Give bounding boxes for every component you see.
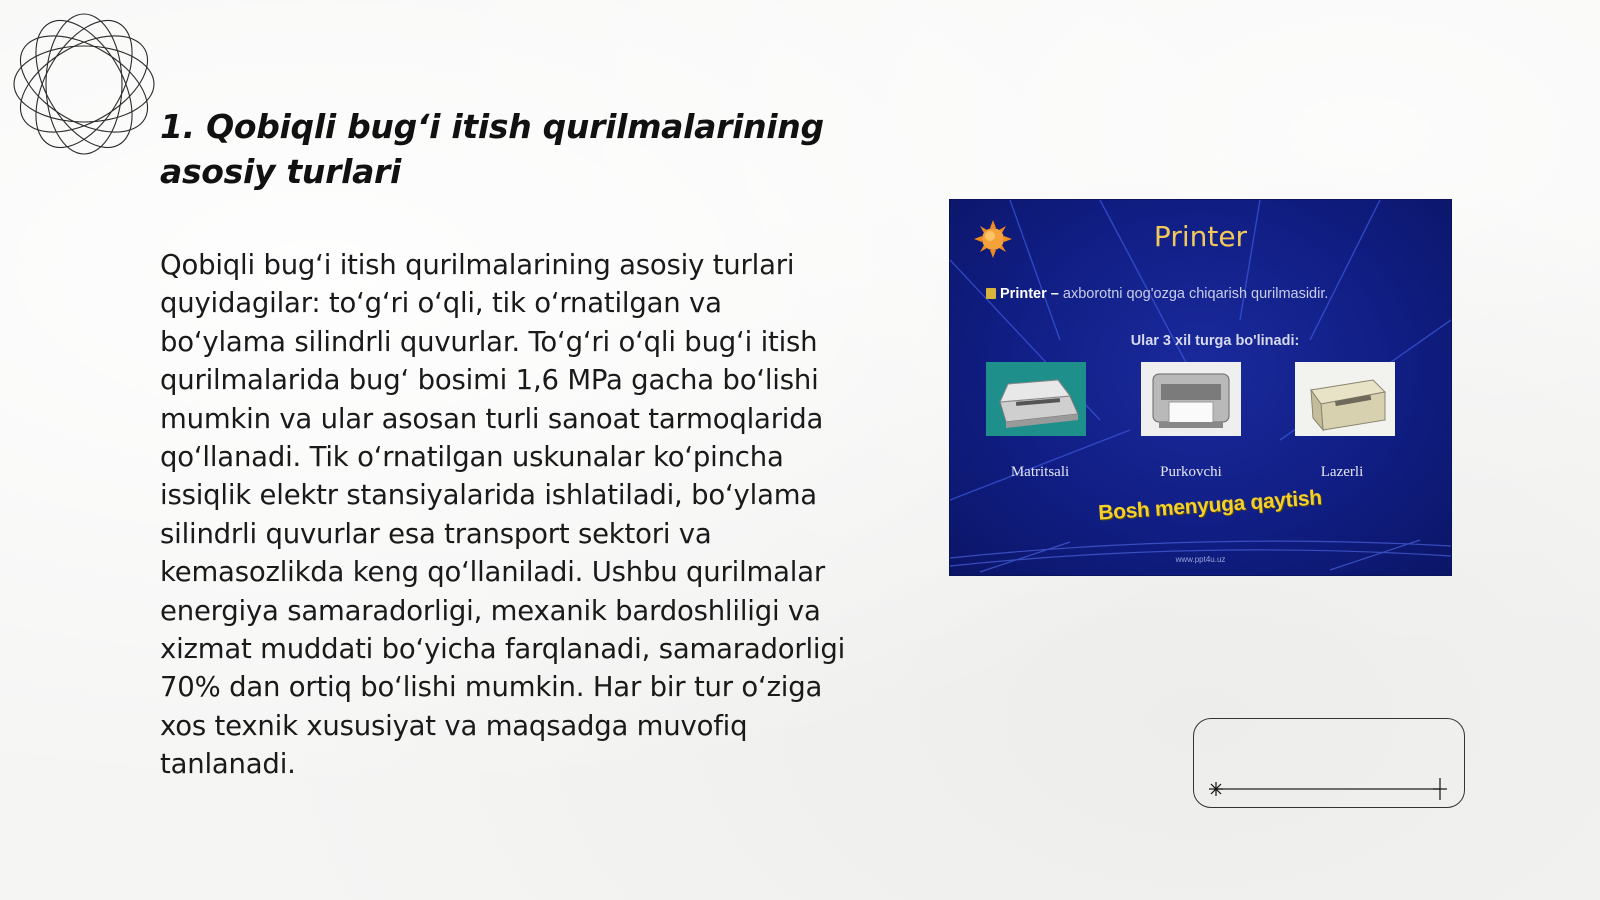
definition-term: Printer – (1000, 286, 1059, 302)
printer-slide-image (950, 200, 1451, 575)
slide-footer: www.ppt4u.uz (1175, 555, 1226, 564)
printer-type-label: Lazerli (1320, 464, 1364, 480)
slide-title: 1. Qobiqli bug‘i itish qurilmalarining asosiy turlari (160, 107, 824, 191)
printer-definition (986, 286, 1426, 302)
definition-text: axborotni qog'ozga chiqarish qurilmasidir. (1062, 286, 1329, 302)
sparkle-icon (1433, 778, 1447, 800)
back-to-menu-link: Bosh menyuga qaytish (1097, 486, 1323, 525)
laser-printer-image (1295, 362, 1395, 436)
decorative-frame (1193, 718, 1465, 808)
printer-type-label: Purkovchi (1160, 464, 1222, 480)
body-text: Qobiqli bug‘i itish qurilmalarining asosiy turlari quyidagilar: to‘g‘ri o‘qli, tik o‘rnatilgan va bo‘ylama silindrli quvurlar. To‘g‘ri o‘qli bug‘i itish qurilmalarida bug‘ bosimi 1,6 MPa gacha bo‘lishi mumkin va ular asosan turli sanoat tarmoqlarida qo‘llanadi. Tik o‘rnatilgan uskunalar ko‘pincha issiqlik elektr stansiyalarida ishlatiladi, bo‘ylama silindrli quvurlar esa transport sektori va kemasozlikda keng qo‘llaniladi. Ushbu qurilmalar energiya samaradorligi, mexanik bardoshliligi va xizmat muddati bo‘yicha farqlanadi, samaradorligi 70% dan ortiq bo‘lishi mumkin. Har bir tur o‘ziga xos texnik xususiyat va maqsadga muvofiq tanlanadi. (160, 249, 846, 781)
dot-matrix-printer-image (986, 362, 1086, 436)
spirograph-ornament-icon (10, 10, 158, 158)
printer-heading: Printer (1153, 220, 1248, 253)
decorative-line (1194, 719, 1466, 809)
bullet-icon (986, 288, 996, 299)
printer-type-label: Matritsali (1010, 464, 1070, 480)
printer-subtitle: Ular 3 xil turga bo'linadi: (1130, 333, 1300, 349)
sparkle-icon (1209, 782, 1223, 796)
inkjet-printer-image (1141, 362, 1241, 436)
